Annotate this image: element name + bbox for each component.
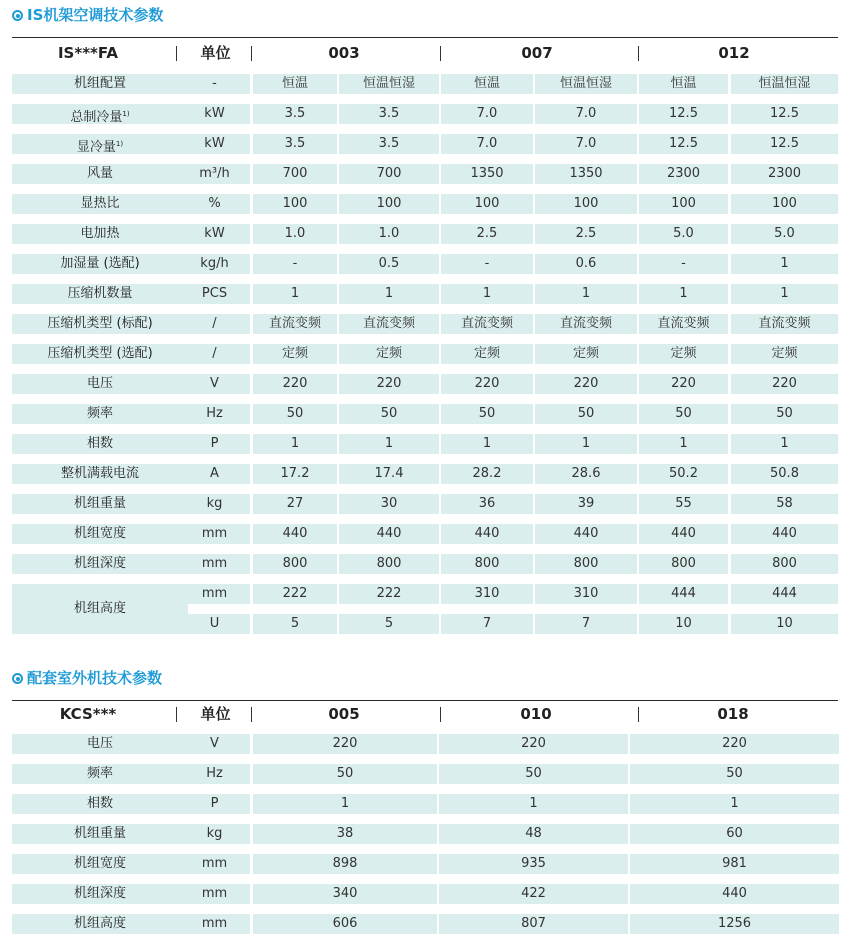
row-label-text: 机组深度 [73, 556, 126, 571]
header-model-003: 003 [328, 44, 360, 62]
value-cell: 30 [339, 494, 439, 514]
row-label-text: 显冷量 [76, 140, 116, 154]
unit-cell: V [179, 374, 250, 394]
unit-cell: mm [179, 854, 250, 874]
value-cell: 2.5 [441, 224, 533, 244]
row-label [12, 794, 188, 814]
row-label-text: 电压 [86, 376, 113, 391]
indoor-section-title [12, 4, 163, 26]
value-cell: 700 [253, 164, 337, 184]
value-cell: 12.5 [731, 134, 838, 154]
value-cell: 28.2 [441, 464, 533, 484]
value-cell: 440 [639, 524, 728, 544]
value-cell: 恒温恒湿 [731, 74, 838, 94]
row-label-text: 压缩机类型 (标配) [47, 316, 153, 331]
value-cell: 100 [339, 194, 439, 214]
value-cell: 直流变频 [731, 314, 838, 334]
value-cell: 5.0 [731, 224, 838, 244]
indoor-header-row [12, 39, 838, 67]
row-label-text: 显热比 [80, 196, 120, 211]
row-label-text: 电压 [86, 736, 113, 751]
value-cell: 1 [535, 284, 637, 304]
header-divider [440, 46, 441, 61]
value-cell: 981 [630, 854, 839, 874]
value-cell: 27 [253, 494, 337, 514]
row-label-text: 整机满载电流 [60, 466, 139, 481]
row-label [12, 74, 188, 94]
value-cell: 1 [253, 434, 337, 454]
value-cell: 12.5 [639, 104, 728, 124]
value-cell: 17.2 [253, 464, 337, 484]
value-cell: 2300 [639, 164, 728, 184]
unit-cell: Hz [179, 404, 250, 424]
row-label [12, 104, 188, 124]
value-cell: 700 [339, 164, 439, 184]
row-label [12, 884, 188, 904]
value-cell: 1.0 [253, 224, 337, 244]
row-label-text: 机组高度 [73, 916, 126, 931]
value-cell: 1 [535, 434, 637, 454]
row-label-text: 机组宽度 [73, 856, 126, 871]
value-cell: 5 [339, 614, 439, 634]
value-cell: 恒温 [441, 74, 533, 94]
row-label [12, 224, 188, 244]
value-cell: 220 [441, 374, 533, 394]
row-label [12, 554, 188, 574]
row-label [12, 584, 188, 634]
value-cell: 100 [535, 194, 637, 214]
value-cell: 39 [535, 494, 637, 514]
value-cell: 7.0 [535, 134, 637, 154]
value-cell: 1 [339, 284, 439, 304]
value-cell: 606 [253, 914, 437, 934]
value-cell: 36 [441, 494, 533, 514]
value-cell: 55 [639, 494, 728, 514]
footnote-marker: 1) [115, 140, 124, 148]
header-model-010: 010 [520, 705, 552, 723]
row-label [12, 404, 188, 424]
value-cell: 220 [253, 734, 437, 754]
indoor-title-text: IS机架空调技术参数 [27, 6, 164, 24]
value-cell: 1350 [441, 164, 533, 184]
row-label-text: 总制冷量 [70, 110, 123, 124]
value-cell: 422 [439, 884, 628, 904]
value-cell: 50 [339, 404, 439, 424]
value-cell: 50 [535, 404, 637, 424]
row-label-text: 相数 [86, 436, 113, 451]
header-model-018: 018 [717, 705, 749, 723]
row-label-text: 机组重量 [73, 496, 126, 511]
unit-cell: mm [179, 884, 250, 904]
value-cell: 50 [439, 764, 628, 784]
header-divider [251, 707, 252, 722]
row-label-text: 机组深度 [73, 886, 126, 901]
value-cell: 800 [339, 554, 439, 574]
value-cell: 50 [630, 764, 839, 784]
value-cell: 10 [639, 614, 728, 634]
value-cell: 440 [441, 524, 533, 544]
value-cell: 1 [441, 434, 533, 454]
value-cell: 3.5 [339, 134, 439, 154]
unit-cell: U [179, 614, 250, 634]
value-cell: 12.5 [639, 134, 728, 154]
header-model-005: 005 [328, 705, 360, 723]
footnote-marker: 1) [122, 110, 130, 118]
value-cell: 7 [535, 614, 637, 634]
value-cell: 直流变频 [339, 314, 439, 334]
row-label-text: 频率 [86, 406, 113, 421]
unit-cell: Hz [179, 764, 250, 784]
value-cell: 1 [639, 434, 728, 454]
row-label [12, 194, 188, 214]
row-label-text: 相数 [86, 796, 113, 811]
value-cell: 定频 [535, 344, 637, 364]
unit-cell: V [179, 734, 250, 754]
unit-cell: P [179, 794, 250, 814]
value-cell: 50 [253, 404, 337, 424]
unit-cell: m³/h [179, 164, 250, 184]
value-cell: 440 [630, 884, 839, 904]
row-label [12, 854, 188, 874]
row-label-text: 压缩机数量 [67, 286, 133, 301]
value-cell: - [639, 254, 728, 274]
value-cell: 直流变频 [639, 314, 728, 334]
unit-cell: / [179, 314, 250, 334]
value-cell: 800 [253, 554, 337, 574]
value-cell: 440 [253, 524, 337, 544]
header-divider [251, 46, 252, 61]
value-cell: 440 [339, 524, 439, 544]
row-label [12, 344, 188, 364]
value-cell: - [441, 254, 533, 274]
header-divider [176, 46, 177, 61]
value-cell: 3.5 [339, 104, 439, 124]
header-model-007: 007 [521, 44, 553, 62]
row-label [12, 464, 188, 484]
value-cell: 58 [731, 494, 838, 514]
value-cell: 恒温 [253, 74, 337, 94]
value-cell: 7.0 [441, 134, 533, 154]
unit-cell: P [179, 434, 250, 454]
row-label [12, 914, 188, 934]
value-cell: 50 [441, 404, 533, 424]
value-cell: 1 [253, 794, 437, 814]
row-label-text: 压缩机类型 (选配) [47, 346, 153, 361]
value-cell: 1 [639, 284, 728, 304]
value-cell: 444 [731, 584, 838, 604]
value-cell: 220 [339, 374, 439, 394]
outdoor-section-title [12, 667, 162, 689]
row-label [12, 524, 188, 544]
value-cell: 0.5 [339, 254, 439, 274]
row-label-text: 机组重量 [73, 826, 126, 841]
value-cell: 50.8 [731, 464, 838, 484]
row-label-text: 电加热 [80, 226, 120, 241]
header-divider [440, 707, 441, 722]
header-divider [638, 46, 639, 61]
value-cell: 800 [535, 554, 637, 574]
value-cell: 1 [439, 794, 628, 814]
unit-cell: kg [179, 494, 250, 514]
value-cell: 2300 [731, 164, 838, 184]
value-cell: 38 [253, 824, 437, 844]
value-cell: - [253, 254, 337, 274]
value-cell: 7 [441, 614, 533, 634]
value-cell: 50.2 [639, 464, 728, 484]
circle-bullet-icon [12, 673, 23, 684]
value-cell: 220 [731, 374, 838, 394]
value-cell: 定频 [253, 344, 337, 364]
value-cell: 1 [339, 434, 439, 454]
value-cell: 1 [630, 794, 839, 814]
outdoor-title-text: 配套室外机技术参数 [27, 669, 163, 687]
unit-cell: A [179, 464, 250, 484]
value-cell: 50 [253, 764, 437, 784]
value-cell: 1.0 [339, 224, 439, 244]
header-model-012: 012 [718, 44, 750, 62]
value-cell: 440 [731, 524, 838, 544]
row-label-text: 机组配置 [73, 76, 126, 91]
value-cell: 10 [731, 614, 838, 634]
value-cell: 3.5 [253, 134, 337, 154]
header-model-series: KCS*** [59, 705, 117, 723]
row-label [12, 734, 188, 754]
row-label [12, 164, 188, 184]
unit-cell: kW [179, 104, 250, 124]
value-cell: 310 [441, 584, 533, 604]
value-cell: 恒温恒湿 [339, 74, 439, 94]
value-cell: 定频 [731, 344, 838, 364]
unit-cell: PCS [179, 284, 250, 304]
unit-cell: - [179, 74, 250, 94]
header-model-series: IS***FA [57, 44, 119, 62]
value-cell: 定频 [339, 344, 439, 364]
unit-cell: mm [179, 914, 250, 934]
value-cell: 直流变频 [441, 314, 533, 334]
value-cell: 935 [439, 854, 628, 874]
value-cell: 直流变频 [535, 314, 637, 334]
row-label [12, 134, 188, 154]
value-cell: 48 [439, 824, 628, 844]
value-cell: 50 [639, 404, 728, 424]
value-cell: 5.0 [639, 224, 728, 244]
value-cell: 50 [731, 404, 838, 424]
header-divider [638, 707, 639, 722]
value-cell: 100 [731, 194, 838, 214]
value-cell: 1 [253, 284, 337, 304]
value-cell: 310 [535, 584, 637, 604]
unit-cell: mm [179, 584, 250, 604]
row-label-text: 机组宽度 [73, 526, 126, 541]
header-divider [176, 707, 177, 722]
indoor-top-rule [12, 37, 838, 38]
header-unit: 单位 [200, 44, 231, 62]
unit-cell: mm [179, 524, 250, 544]
value-cell: 0.6 [535, 254, 637, 274]
value-cell: 60 [630, 824, 839, 844]
value-cell: 100 [639, 194, 728, 214]
value-cell: 1 [441, 284, 533, 304]
value-cell: 3.5 [253, 104, 337, 124]
value-cell: 7.0 [441, 104, 533, 124]
unit-cell: kg [179, 824, 250, 844]
value-cell: 17.4 [339, 464, 439, 484]
value-cell: 100 [253, 194, 337, 214]
value-cell: 898 [253, 854, 437, 874]
row-label-text: 风量 [86, 166, 113, 181]
value-cell: 220 [253, 374, 337, 394]
row-label-text: 频率 [86, 766, 113, 781]
row-label [12, 824, 188, 844]
row-label [12, 494, 188, 514]
value-cell: 直流变频 [253, 314, 337, 334]
row-label [12, 764, 188, 784]
value-cell: 12.5 [731, 104, 838, 124]
value-cell: 800 [731, 554, 838, 574]
row-label [12, 374, 188, 394]
value-cell: 800 [639, 554, 728, 574]
value-cell: 222 [253, 584, 337, 604]
value-cell: 444 [639, 584, 728, 604]
value-cell: 7.0 [535, 104, 637, 124]
value-cell: 2.5 [535, 224, 637, 244]
header-unit: 单位 [200, 705, 231, 723]
value-cell: 800 [441, 554, 533, 574]
value-cell: 1 [731, 434, 838, 454]
value-cell: 1256 [630, 914, 839, 934]
outdoor-header-row [12, 700, 838, 728]
value-cell: 1 [731, 284, 838, 304]
value-cell: 222 [339, 584, 439, 604]
unit-cell: kW [179, 224, 250, 244]
value-cell: 807 [439, 914, 628, 934]
unit-cell: kW [179, 134, 250, 154]
unit-cell: kg/h [179, 254, 250, 274]
value-cell: 440 [535, 524, 637, 544]
value-cell: 220 [535, 374, 637, 394]
row-label [12, 254, 188, 274]
value-cell: 恒温恒湿 [535, 74, 637, 94]
unit-cell: % [179, 194, 250, 214]
row-label [12, 284, 188, 304]
row-label [12, 434, 188, 454]
value-cell: 恒温 [639, 74, 728, 94]
value-cell: 220 [639, 374, 728, 394]
value-cell: 定频 [441, 344, 533, 364]
row-label-text: 机组高度 [73, 601, 126, 616]
unit-cell: / [179, 344, 250, 364]
unit-cell: mm [179, 554, 250, 574]
row-label [12, 314, 188, 334]
value-cell: 定频 [639, 344, 728, 364]
value-cell: 220 [630, 734, 839, 754]
row-label-text: 加湿量 (选配) [60, 256, 140, 271]
value-cell: 1 [731, 254, 838, 274]
value-cell: 220 [439, 734, 628, 754]
value-cell: 28.6 [535, 464, 637, 484]
value-cell: 1350 [535, 164, 637, 184]
value-cell: 100 [441, 194, 533, 214]
circle-bullet-icon [12, 10, 23, 21]
value-cell: 5 [253, 614, 337, 634]
value-cell: 340 [253, 884, 437, 904]
